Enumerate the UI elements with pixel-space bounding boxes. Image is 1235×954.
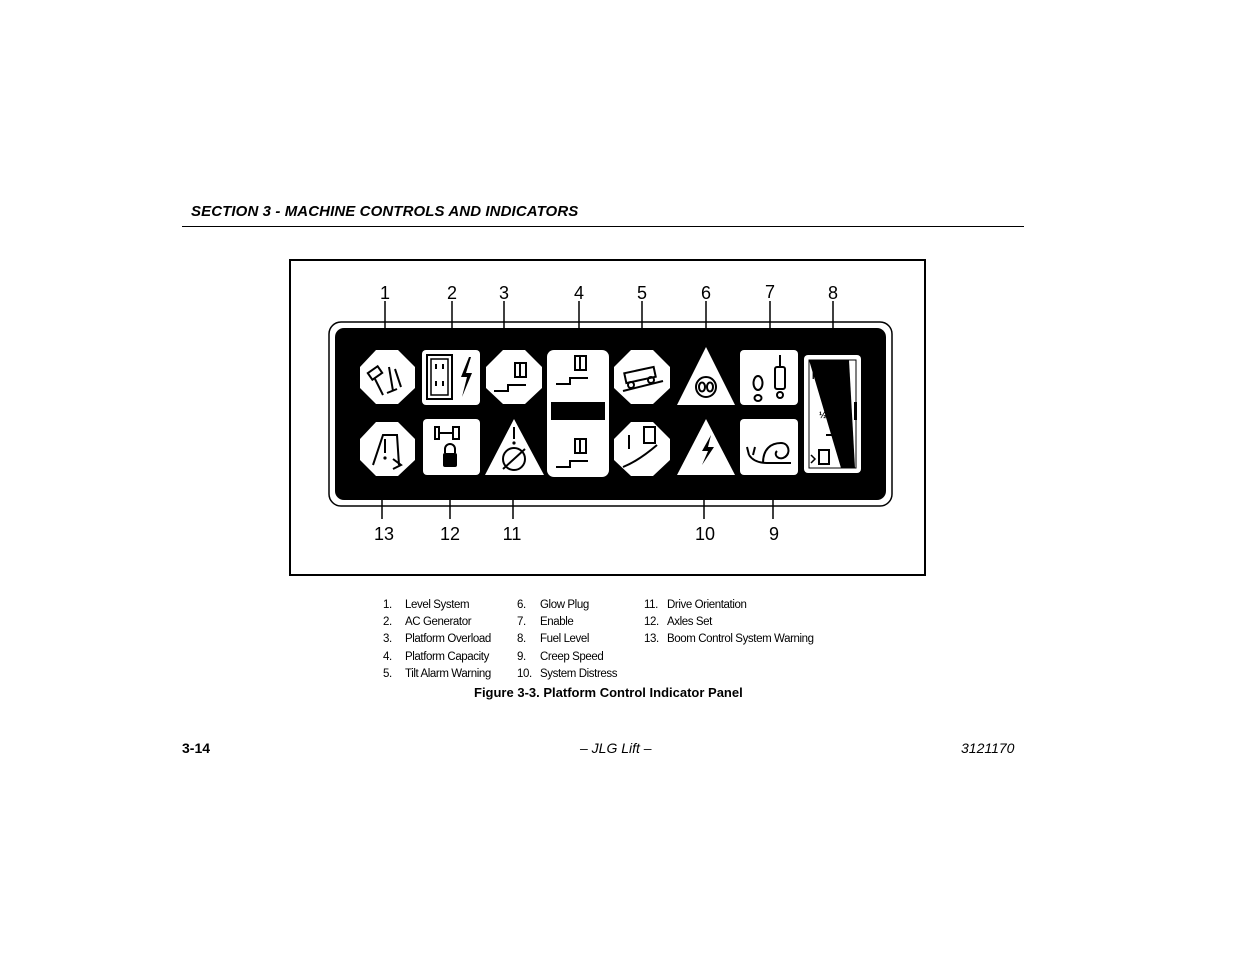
- callout-6: 6: [700, 283, 712, 303]
- figure-caption: Figure 3-3. Platform Control Indicator Panel: [474, 685, 743, 700]
- ac-generator-icon: [422, 350, 480, 405]
- legend-column-3: [644, 597, 814, 649]
- callout-7: 7: [764, 282, 776, 302]
- callout-1: 1: [379, 283, 391, 303]
- callout-10: 10: [694, 524, 716, 544]
- callout-11: 11: [502, 524, 522, 544]
- legend-item: 13. Boom Control System Warning: [644, 633, 814, 646]
- legend-item: 3. Platform Overload: [383, 633, 491, 646]
- panel-inner: [335, 328, 886, 500]
- callout-5: 5: [636, 283, 648, 303]
- platform-capacity-icon: [547, 350, 609, 477]
- legend-item: 4. Platform Capacity: [383, 650, 489, 663]
- fuel-level-gauge: [804, 355, 861, 473]
- header-rule: [182, 226, 1024, 227]
- callout-12: 12: [439, 524, 461, 544]
- fuel-half-label: ½: [819, 410, 827, 420]
- legend-item: 5. Tilt Alarm Warning: [383, 667, 491, 680]
- legend-item: 10. System Distress: [517, 667, 618, 680]
- callout-2: 2: [446, 283, 458, 303]
- callout-8: 8: [827, 283, 839, 303]
- legend-item: 12. Axles Set: [644, 616, 712, 629]
- fuel-full-label: F: [812, 371, 818, 381]
- legend-item: 2. AC Generator: [383, 616, 472, 629]
- legend-item: 8. Fuel Level: [517, 633, 590, 646]
- indicator-panel-figure: [289, 259, 929, 579]
- enable-icon: [740, 350, 798, 405]
- document-number: 3121170: [961, 740, 1015, 756]
- legend-item: 9. Creep Speed: [517, 650, 604, 663]
- legend-column-1: [383, 597, 491, 683]
- legend-item: 11. Drive Orientation: [644, 599, 747, 611]
- callout-4: 4: [573, 283, 585, 303]
- section-title: SECTION 3 - MACHINE CONTROLS AND INDICATORS: [191, 203, 579, 220]
- footer-center-text: – JLG Lift –: [580, 740, 652, 756]
- page-number: 3-14: [182, 740, 211, 756]
- legend-item: 6. Glow Plug: [517, 599, 589, 611]
- callout-13: 13: [373, 524, 395, 544]
- callout-9: 9: [768, 524, 780, 544]
- callout-3: 3: [498, 283, 510, 303]
- legend-item: 7. Enable: [517, 616, 574, 629]
- axles-set-icon: [423, 419, 480, 475]
- legend-column-2: [517, 597, 617, 683]
- creep-speed-icon: [740, 419, 798, 475]
- legend-item: 1. Level System: [383, 599, 470, 611]
